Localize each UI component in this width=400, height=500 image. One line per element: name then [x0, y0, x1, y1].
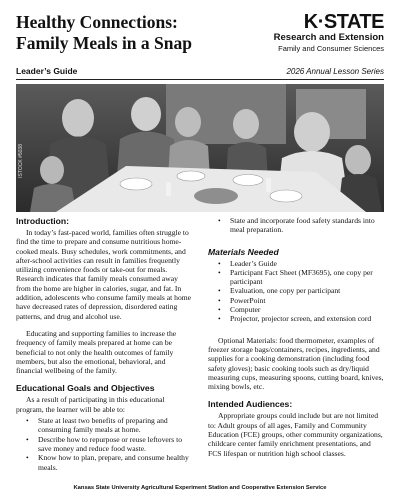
materials-heading: Materials Needed: [208, 246, 279, 257]
list-item: • Know how to plan, prepare, and consume healthy meals.: [26, 453, 192, 472]
optional-materials: Optional Materials: food thermometer, examples of freezer storage bags/containers, recipes, ingredients, and supplies for a cooking demonstration (including food safety gloves); basic cooking tools such as dry/liquid measuring cups, measuring spoons, cutting board, knives, mixing bowls, etc.: [208, 335, 384, 392]
goals-heading: Educational Goals and Objectives: [16, 383, 155, 394]
title-line-2: Family Meals in a Snap: [16, 33, 192, 53]
intro-paragraph-2: Educating and supporting families to increase the frequency of family meals prepared at home can be beneficial to not only the health outcomes of family members, but also the emotional, behavioral, and financial wellbeing of the family.: [16, 328, 177, 376]
series-label: 2026 Annual Lesson Series: [286, 67, 384, 76]
subhead: [16, 66, 384, 78]
photo-illustration: [16, 84, 384, 212]
kstate-logo: [234, 12, 384, 54]
goals-list: [26, 416, 192, 472]
list-item: • Participant Fact Sheet (MF3695), one copy per participant: [218, 268, 384, 287]
list-item: • Projector, projector screen, and extension cord: [218, 314, 384, 323]
list-item: • Leader’s Guide: [218, 259, 384, 268]
logo-wordmark: K·STATE: [303, 11, 384, 33]
right-column: [208, 216, 384, 466]
list-item: • Describe how to repurpose or reuse leftovers to save money and reduce food waste.: [26, 435, 192, 454]
footer: Kansas State University Agricultural Experiment Station and Cooperative Extension Service: [73, 485, 327, 491]
header: [16, 10, 384, 66]
title-line-1: Healthy Connections:: [16, 12, 178, 32]
logo-department: Family and Consumer Sciences: [278, 44, 384, 53]
goals-list-continued: [218, 216, 384, 235]
list-item: • State at least two benefits of preparing and consuming family meals at home.: [26, 416, 192, 435]
introduction-heading: Introduction:: [16, 216, 69, 226]
left-column: [16, 216, 192, 480]
photo-credit: ISTOCK #5038: [18, 144, 24, 178]
list-item: • PowerPoint: [218, 296, 384, 305]
goals-lead: As a result of participating in this educational program, the learner will be able to:: [16, 395, 165, 414]
header-divider: [16, 79, 384, 80]
audiences-heading: Intended Audiences:: [208, 399, 293, 410]
list-item: • Computer: [218, 305, 384, 314]
audiences-paragraph: Appropriate groups could include but are not limited to: Adult groups of all ages, Family and Community Education (FCE) groups, other community organizations, childcare center family enrichment presentations, and FCS lifespan or nutrition high school classes.: [208, 411, 383, 458]
leaders-guide-label: Leader’s Guide: [16, 66, 78, 76]
list-item: • Evaluation, one copy per participant: [218, 286, 384, 295]
logo-research-extension: Research and Extension: [273, 32, 384, 43]
family-meal-photo: [16, 84, 384, 212]
materials-list: [218, 259, 384, 324]
page-title: [16, 12, 192, 54]
intro-paragraph-1: In today’s fast-paced world, families often struggle to find the time to prepare and consume nutritious home-cooked meals. Busy schedules, work commitments, and after-school activities can result in families frequently utilizing convenience foods or take-out for meals. Research indicates that family meals consumed away from the home are higher in calories, sugar, and fat. In addition, adolescents who consume family meals at home have decreased rates of depression, disordered eating patterns, and drug and alcohol use.: [16, 228, 192, 321]
list-item: • State and incorporate food safety standards into meal preparation.: [218, 216, 384, 235]
